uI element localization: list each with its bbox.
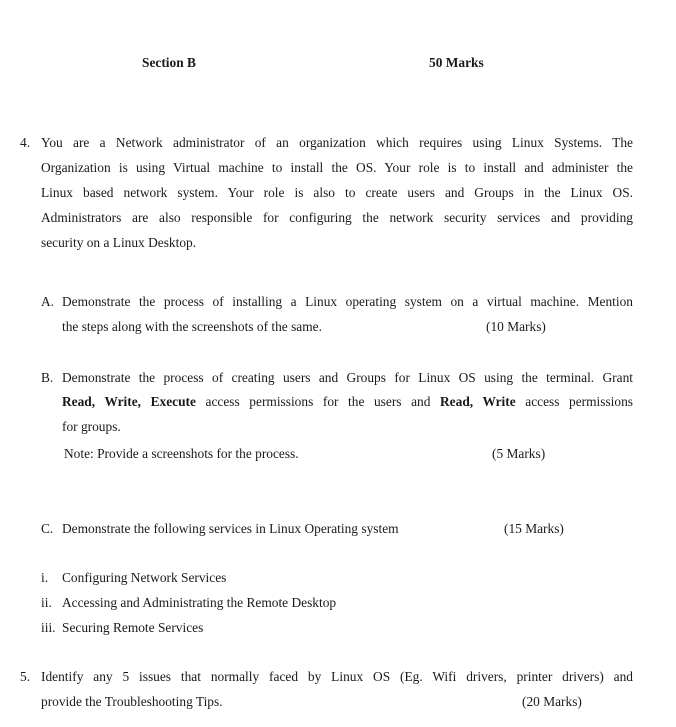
part-b-line-2 (62, 394, 633, 410)
part-b-line-1: Demonstrate the process of creating users and Groups for Linux OS using the terminal. Grant (62, 370, 633, 385)
question-4-line-4: Administrators are also responsible for configuring the network security services and providing (41, 210, 633, 225)
part-c-text: Demonstrate the following services in Linux Operating system (62, 521, 399, 536)
list-item: Securing Remote Services (62, 620, 204, 635)
permissions-end-text: access permissions (515, 394, 634, 409)
question-number: 5. (20, 669, 31, 684)
list-item-label: i. (41, 570, 49, 585)
part-c-marks: (15 Marks) (504, 521, 564, 536)
question-5-line-1: Identify any 5 issues that normally faced by Linux OS (Eg. Wifi drivers, printer drivers) and (41, 669, 633, 684)
part-label: B. (41, 370, 54, 385)
list-item: Accessing and Administrating the Remote Desktop (62, 595, 337, 610)
list-item-label: ii. (41, 595, 52, 610)
part-a-line-2: the steps along with the screenshots of the same. (62, 319, 322, 334)
part-a-line-1: Demonstrate the process of installing a Linux operating system on a virtual machine. Mention (62, 294, 633, 309)
permissions-groups-bold: Read, Write (440, 394, 516, 409)
question-4-line-2: Organization is using Virtual machine to install the OS. Your role is to install and administer the (41, 160, 633, 175)
list-item: Configuring Network Services (62, 570, 227, 585)
part-label: C. (41, 521, 54, 536)
section-title: Section B (142, 55, 196, 70)
part-b-line-3: for groups. (62, 419, 121, 434)
permissions-mid-text: access permissions for the users and (195, 394, 441, 409)
permissions-users-bold: Read, Write, Execute (62, 394, 196, 409)
question-5-marks: (20 Marks) (522, 694, 582, 709)
part-a-marks: (10 Marks) (486, 319, 546, 334)
question-4-line-5: security on a Linux Desktop. (41, 235, 197, 250)
question-5-line-2: provide the Troubleshooting Tips. (41, 694, 223, 709)
question-4-line-3: Linux based network system. Your role is also to create users and Groups in the Linux OS. (41, 185, 633, 200)
list-item-label: iii. (41, 620, 56, 635)
question-number: 4. (20, 135, 31, 150)
part-label: A. (41, 294, 55, 309)
section-marks: 50 Marks (429, 55, 484, 70)
part-b-note: Note: Provide a screenshots for the process. (64, 446, 299, 461)
part-b-marks: (5 Marks) (492, 446, 546, 461)
question-4-line-1: You are a Network administrator of an organization which requires using Linux Systems. The (41, 135, 633, 150)
